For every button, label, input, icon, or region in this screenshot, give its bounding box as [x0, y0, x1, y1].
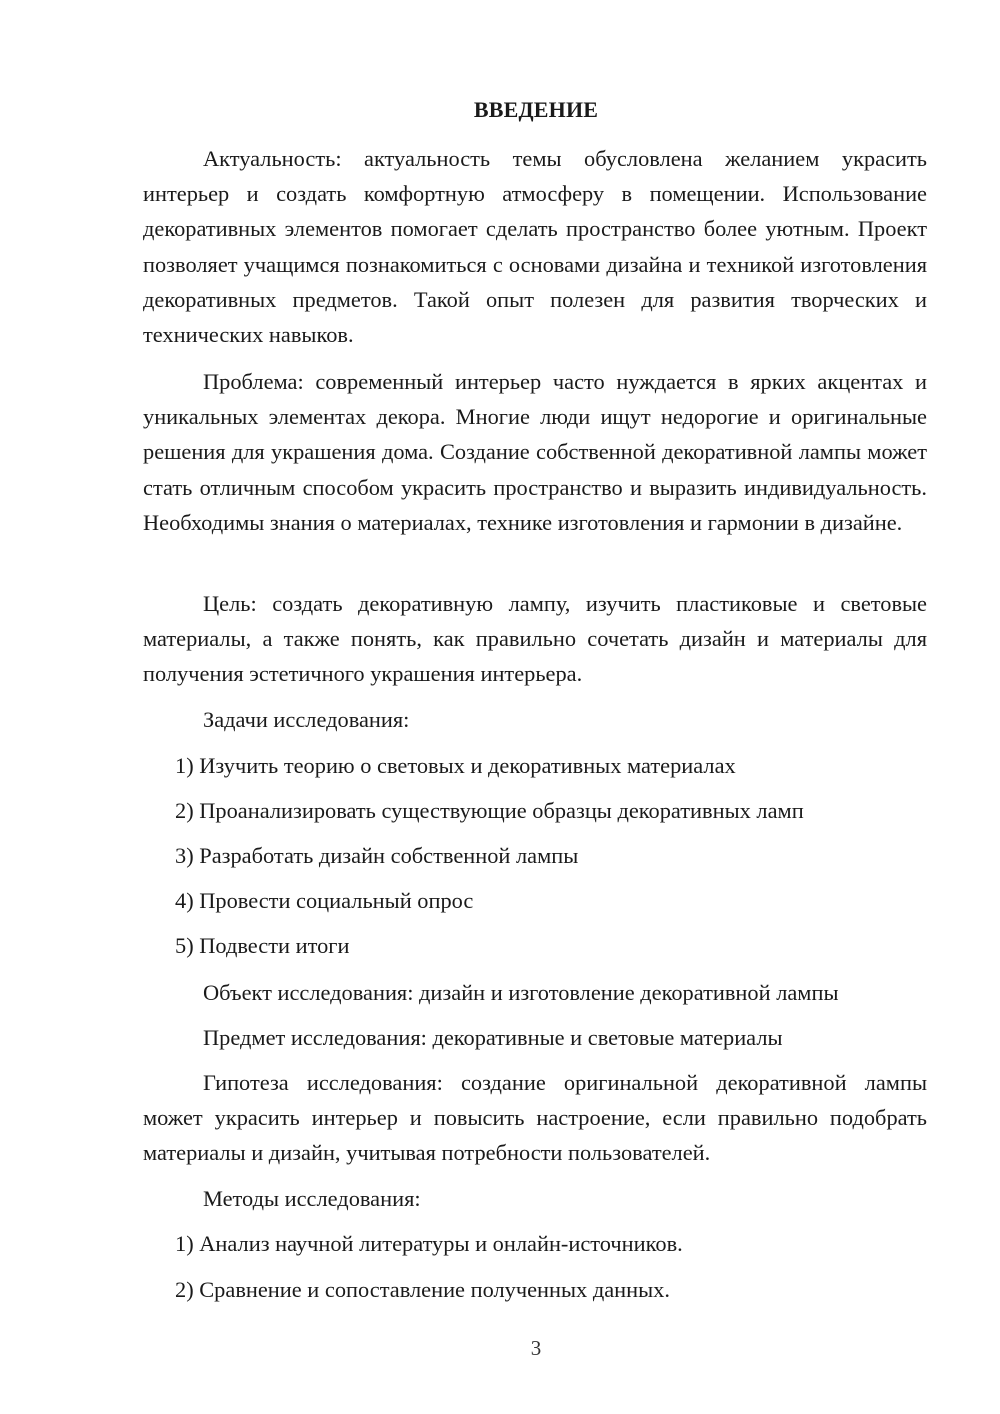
hypothesis-paragraph: Гипотеза исследования: создание оригинальной декоративной лампы может украсить интерьер и повысить настроение, если правильно подобрать материалы и дизайн, учитывая потребности пользователей.	[143, 1070, 927, 1166]
list-item: 5) Подвести итоги	[175, 933, 350, 958]
methods-heading: Методы исследования:	[203, 1186, 421, 1211]
list-item: 2) Сравнение и сопоставление полученных данных.	[175, 1277, 670, 1302]
problem-paragraph: Проблема: современный интерьер часто нуждается в ярких акцентах и уникальных элементах декора. Многие люди ищут недорогие и оригинальные решения для украшения дома. Создание собственной декоративной лампы может стать отличным способом украсить пространство и выразить индивидуальность. Необходимы знания о материалах, технике изготовления и гармонии в дизайне.	[143, 369, 927, 535]
list-item: 1) Изучить теорию о световых и декоративных материалах	[175, 753, 736, 778]
list-item: 2) Проанализировать существующие образцы декоративных ламп	[175, 798, 804, 823]
page-number: 3	[530, 1336, 542, 1360]
research-object: Объект исследования: дизайн и изготовление декоративной лампы	[203, 980, 839, 1005]
relevance-paragraph: Актуальность: актуальность темы обусловлена желанием украсить интерьер и создать комфортную атмосферу в помещении. Использование декоративных элементов помогает сделать пространство более уютным. Проект позволяет учащимся познакомиться с основами дизайна и техникой изготовления декоративных предметов. Такой опыт полезен для развития творческих и технических навыков.	[143, 146, 927, 348]
research-subject: Предмет исследования: декоративные и световые материалы	[203, 1025, 783, 1050]
tasks-heading: Задачи исследования:	[203, 707, 410, 732]
page-title: ВВЕДЕНИЕ	[473, 97, 599, 122]
goal-paragraph: Цель: создать декоративную лампу, изучить пластиковые и световые материалы, а также понять, как правильно сочетать дизайн и материалы для получения эстетичного украшения интерьера.	[143, 591, 927, 687]
list-item: 3) Разработать дизайн собственной лампы	[175, 843, 579, 868]
list-item: 1) Анализ научной литературы и онлайн-источников.	[175, 1231, 683, 1256]
list-item: 4) Провести социальный опрос	[175, 888, 474, 913]
